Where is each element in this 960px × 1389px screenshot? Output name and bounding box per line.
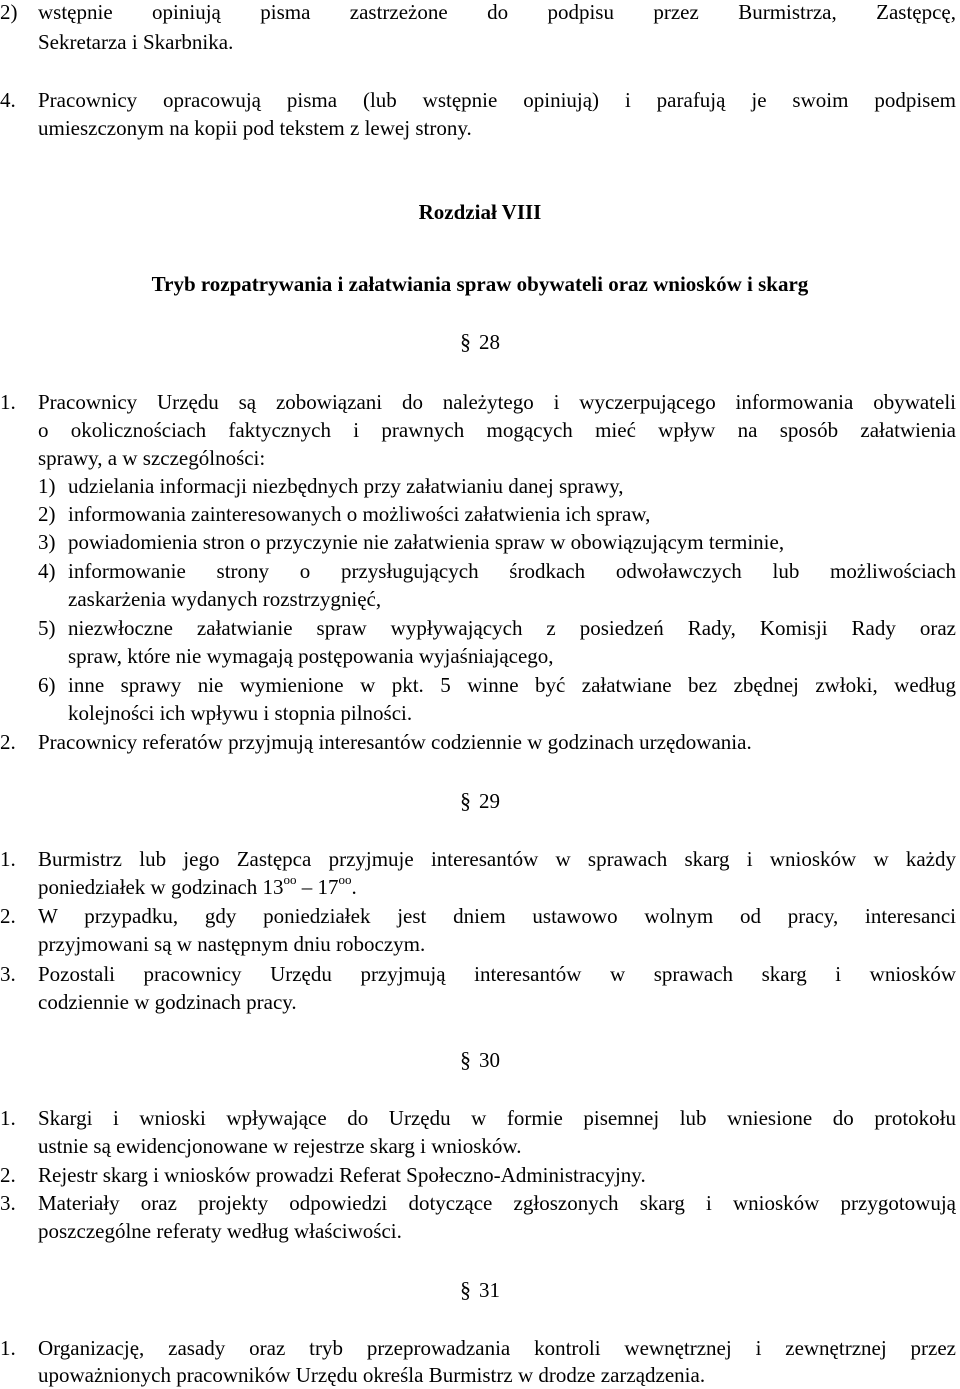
list-number: 1. xyxy=(0,1106,16,1130)
list-number: 5) xyxy=(38,616,56,640)
list-number: 2) xyxy=(38,502,56,526)
section-number: 29 xyxy=(479,789,500,813)
s29-paragraph-3-cont xyxy=(0,988,960,1016)
list-item: kolejności ich wpływu i stopnia pilności. xyxy=(68,701,413,725)
list-number: 3. xyxy=(0,1191,16,1215)
s29-paragraph-2-cont xyxy=(0,930,960,958)
list-number: 1. xyxy=(0,390,16,414)
section-number: 31 xyxy=(479,1278,500,1302)
s28-item-5 xyxy=(0,614,960,642)
list-number: 3. xyxy=(0,962,16,986)
paragraph-line: upoważnionych pracowników Urzędu określa Burmistrz w drodze zarządzenia. xyxy=(38,1363,706,1387)
section-sign: § xyxy=(460,1277,471,1302)
list-number: 6) xyxy=(38,673,56,697)
paragraph-line: Rejestr skarg i wniosków prowadzi Referat Społeczno-Administracyjny. xyxy=(38,1163,646,1187)
s28-item-6-cont xyxy=(0,699,960,727)
section-number: 30 xyxy=(479,1048,500,1072)
hours-text-dash: – 17 xyxy=(296,875,339,899)
list-number: 2. xyxy=(0,904,16,928)
list-item: spraw, które nie wymagają postępowania wyjaśniającego, xyxy=(68,644,554,668)
paragraph-line: Pozostali pracownicy Urzędu przyjmują interesantów w sprawach skarg i wniosków xyxy=(38,962,956,986)
list-number: 3) xyxy=(38,530,56,554)
list-item: udzielania informacji niezbędnych przy załatwianiu danej sprawy, xyxy=(68,474,624,498)
intro-item-2-cont xyxy=(0,28,960,56)
section-sign: § xyxy=(460,329,471,354)
paragraph-line: Burmistrz lub jego Zastępca przyjmuje interesantów w sprawach skarg i wniosków w każdy xyxy=(38,847,956,871)
section-heading-29 xyxy=(0,787,960,815)
hours-superscript: oo xyxy=(338,872,352,887)
list-item: niezwłoczne załatwianie spraw wypływających z posiedzeń Rady, Komisji Rady oraz xyxy=(68,616,956,640)
s30-paragraph-3-cont xyxy=(0,1217,960,1245)
paragraph-line: Skargi i wnioski wpływające do Urzędu w formie pisemnej lub wniesione do protokołu xyxy=(38,1106,956,1130)
list-number: 1) xyxy=(38,474,56,498)
paragraph-line: Sekretarza i Skarbnika. xyxy=(38,30,234,54)
section-heading-28 xyxy=(0,328,960,356)
paragraph-line: przyjmowani są w następnym dniu roboczym. xyxy=(38,932,426,956)
paragraph-line: Pracownicy opracowują pisma (lub wstępnie opiniują) i parafują je swoim podpisem xyxy=(38,88,956,112)
s28-paragraph-1 xyxy=(0,388,960,416)
s29-paragraph-1-cont xyxy=(0,873,960,901)
list-number: 2) xyxy=(0,0,18,24)
section-sign: § xyxy=(460,788,471,813)
section-heading-31 xyxy=(0,1276,960,1304)
list-item: zaskarżenia wydanych rozstrzygnięć, xyxy=(68,587,382,611)
chapter-subtitle: Tryb rozpatrywania i załatwiania spraw obywateli oraz wniosków i skarg xyxy=(151,272,809,296)
s28-item-5-cont xyxy=(0,642,960,670)
paragraph-line: codziennie w godzinach pracy. xyxy=(38,990,297,1014)
s30-paragraph-1-cont xyxy=(0,1132,960,1160)
s29-paragraph-3 xyxy=(0,960,960,988)
section-heading-30 xyxy=(0,1046,960,1074)
s30-paragraph-1 xyxy=(0,1104,960,1132)
list-number: 4. xyxy=(0,88,16,112)
list-item: informowania zainteresowanych o możliwości załatwienia ich spraw, xyxy=(68,502,651,526)
list-item: powiadomienia stron o przyczynie nie załatwienia spraw w obowiązującym terminie, xyxy=(68,530,785,554)
hours-text-end: . xyxy=(351,875,357,899)
list-number: 2. xyxy=(0,730,16,754)
hours-text-start: poniedziałek w godzinach 13 xyxy=(38,875,284,899)
paragraph-line xyxy=(38,873,956,901)
s28-item-2 xyxy=(0,500,960,528)
s28-item-4-cont xyxy=(0,585,960,613)
s31-paragraph-1 xyxy=(0,1334,960,1362)
paragraph-line: ustnie są ewidencjonowane w rejestrze skarg i wniosków. xyxy=(38,1134,522,1158)
section-sign: § xyxy=(460,1047,471,1072)
paragraph-line: Organizację, zasady oraz tryb przeprowadzania kontroli wewnętrznej i zewnętrznej przez xyxy=(38,1336,956,1360)
hours-superscript: oo xyxy=(283,872,297,887)
paragraph-line: Pracownicy Urzędu są zobowiązani do należytego i wyczerpującego informowania obywateli xyxy=(38,390,956,414)
s28-paragraph-2 xyxy=(0,728,960,756)
list-number: 2. xyxy=(0,1163,16,1187)
list-item: inne sprawy nie wymienione w pkt. 5 winne być załatwiane bez zbędnej zwłoki, według xyxy=(68,673,956,697)
intro-item-4 xyxy=(0,86,960,114)
s28-item-1 xyxy=(0,472,960,500)
list-number: 1. xyxy=(0,847,16,871)
s28-paragraph-1-cont xyxy=(0,444,960,472)
list-number: 1. xyxy=(0,1336,16,1360)
paragraph-line: o okolicznościach faktycznych i prawnych mogących mieć wpływ na sposób załatwienia xyxy=(38,418,956,442)
section-number: 28 xyxy=(479,330,500,354)
s29-paragraph-1 xyxy=(0,845,960,873)
s29-paragraph-2 xyxy=(0,902,960,930)
s28-item-4 xyxy=(0,557,960,585)
list-number: 4) xyxy=(38,559,56,583)
s28-item-3 xyxy=(0,528,960,556)
paragraph-line: sprawy, a w szczególności: xyxy=(38,446,266,470)
paragraph-line: poszczególne referaty według właściwości. xyxy=(38,1219,402,1243)
s30-paragraph-3 xyxy=(0,1189,960,1217)
s31-paragraph-1-cont xyxy=(0,1361,960,1389)
s28-paragraph-1-cont xyxy=(0,416,960,444)
intro-item-4-cont xyxy=(0,114,960,142)
intro-item-2 xyxy=(0,0,960,26)
chapter-title: Rozdział VIII xyxy=(418,200,542,224)
s28-item-6 xyxy=(0,671,960,699)
list-item: informowanie strony o przysługujących środkach odwoławczych lub możliwościach xyxy=(68,559,956,583)
paragraph-line: umieszczonym na kopii pod tekstem z lewej strony. xyxy=(38,116,472,140)
paragraph-line: W przypadku, gdy poniedziałek jest dniem ustawowo wolnym od pracy, interesanci xyxy=(38,904,956,928)
s30-paragraph-2 xyxy=(0,1161,960,1189)
paragraph-line: wstępnie opiniują pisma zastrzeżone do podpisu przez Burmistrza, Zastępcę, xyxy=(38,0,956,24)
paragraph-line: Pracownicy referatów przyjmują interesantów codziennie w godzinach urzędowania. xyxy=(38,730,752,754)
paragraph-line: Materiały oraz projekty odpowiedzi dotyczące zgłoszonych skarg i wniosków przygotowują xyxy=(38,1191,956,1215)
